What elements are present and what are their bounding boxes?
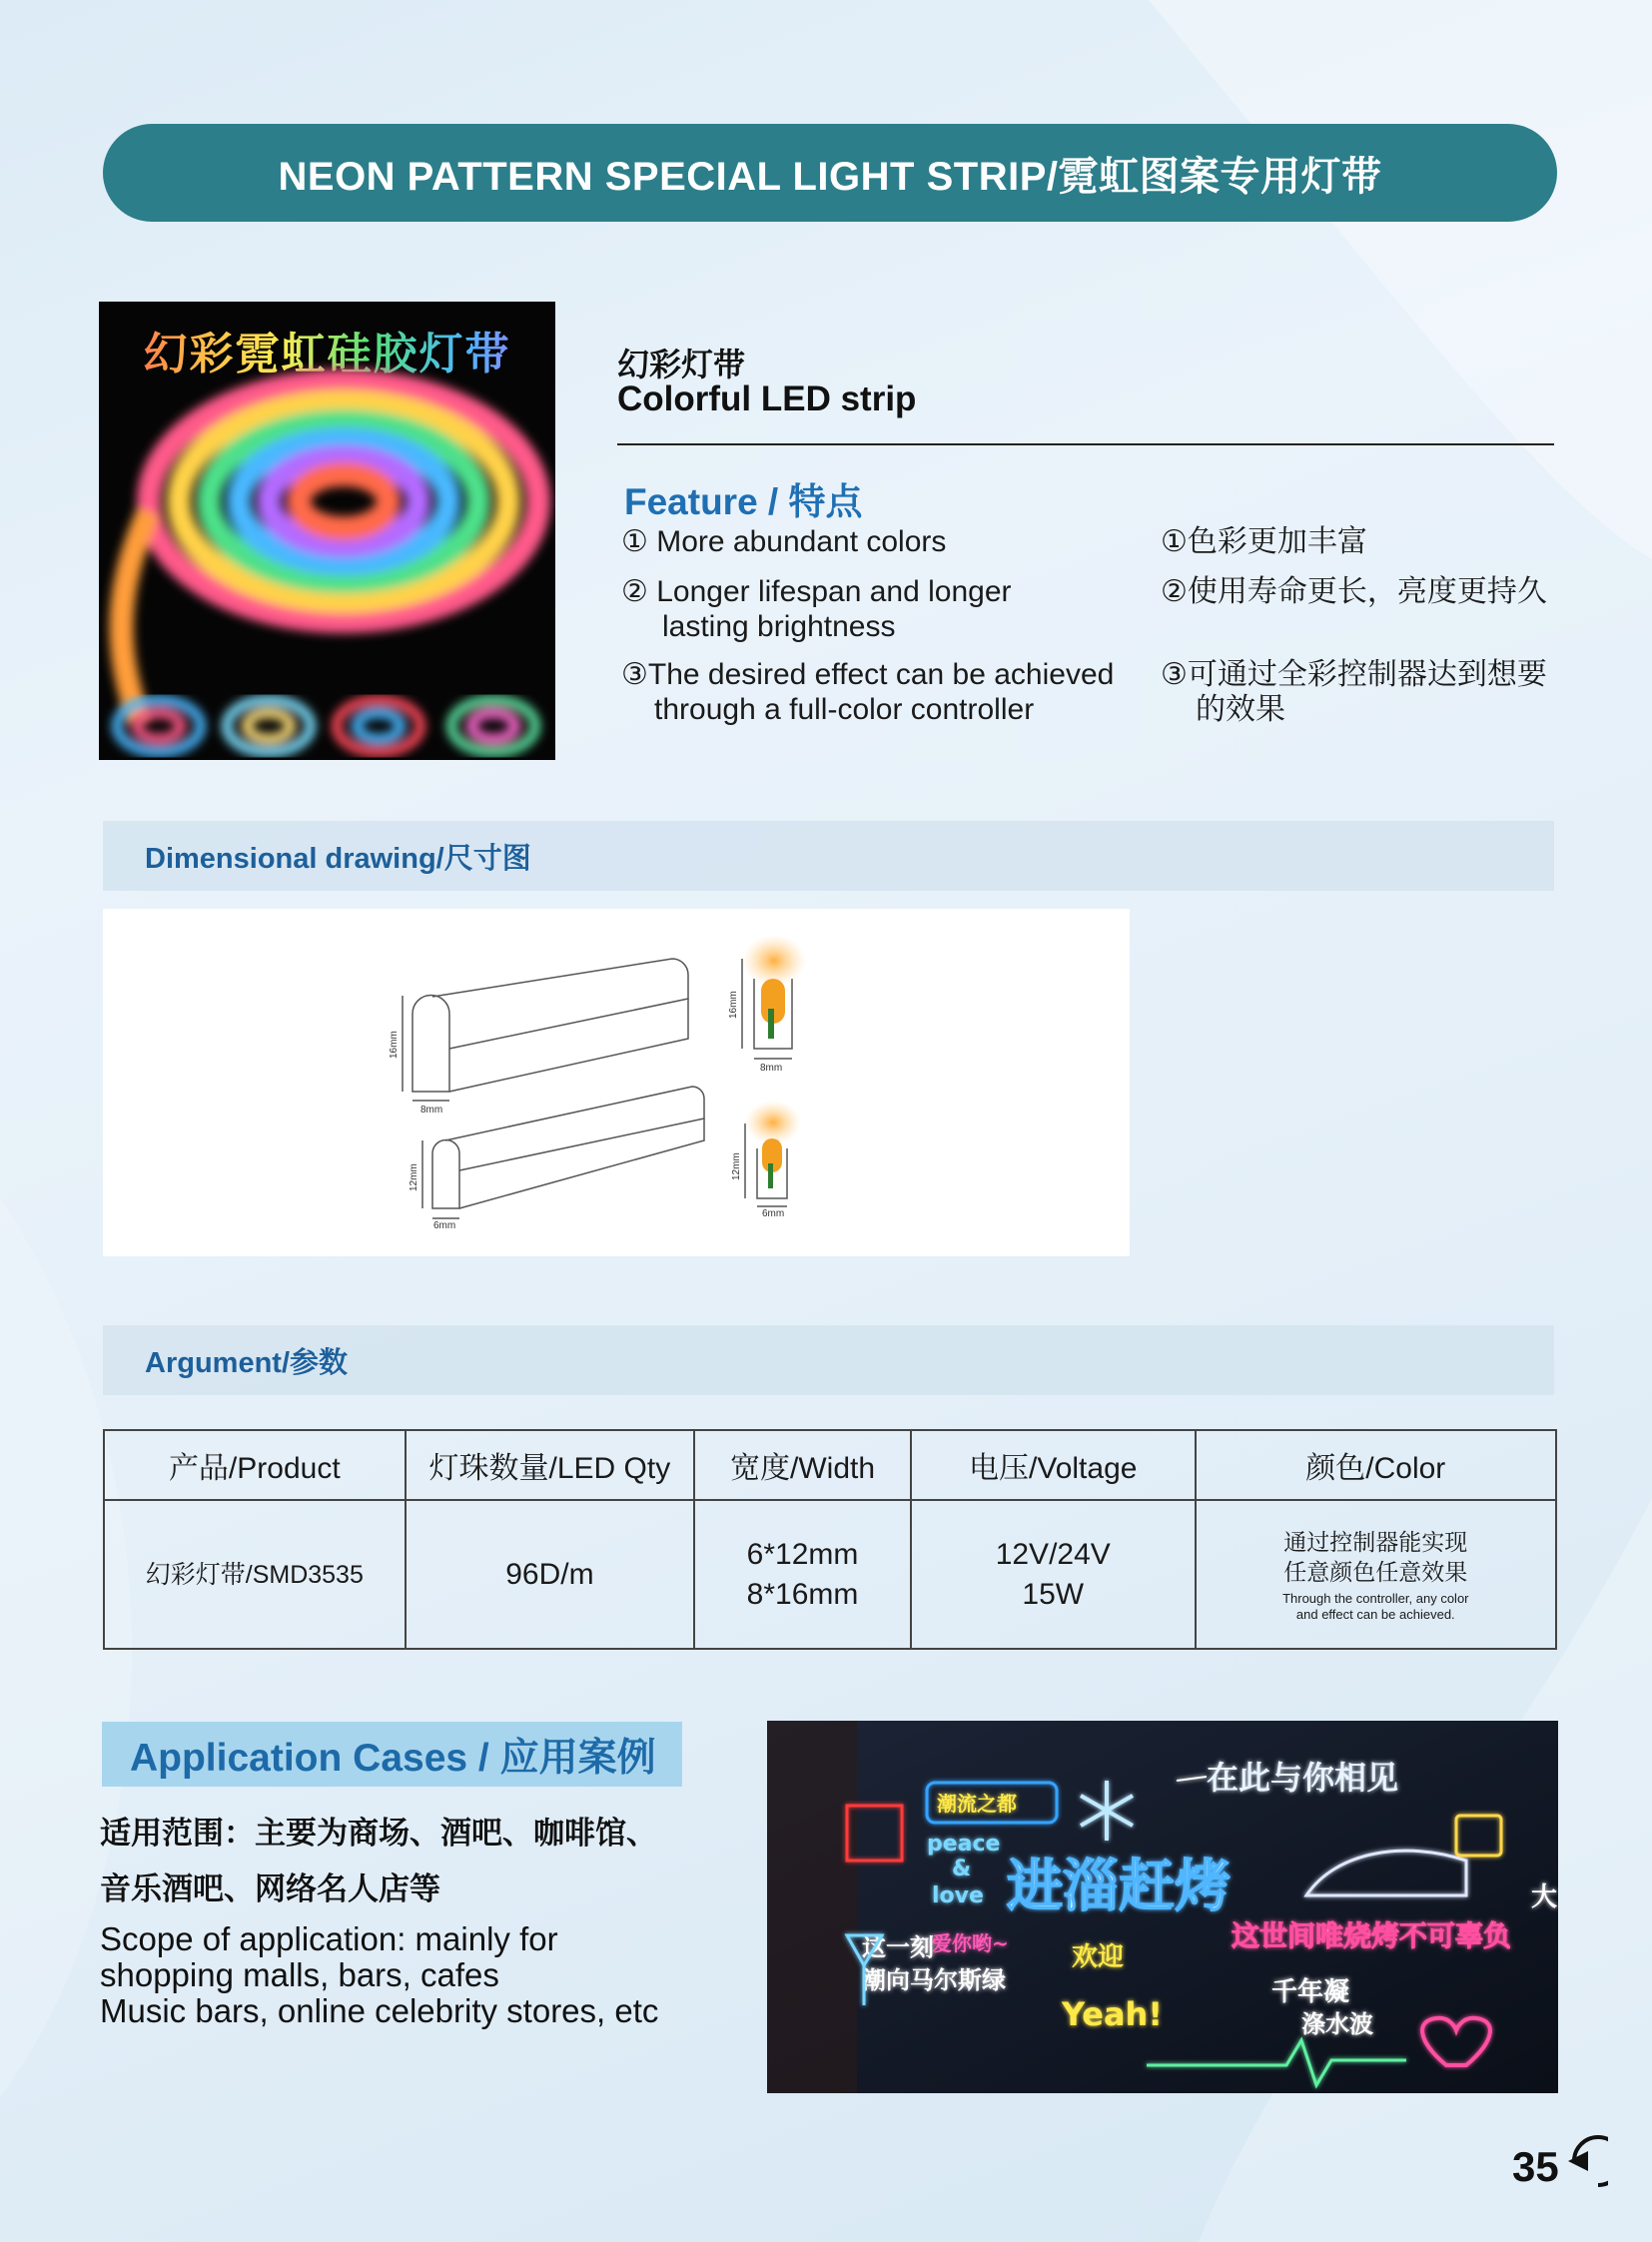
sign-bottom2: 涤水波 bbox=[1301, 2010, 1373, 2038]
application-en-line1: Scope of application: mainly for bbox=[100, 1920, 558, 1957]
application-cn-line2: 音乐酒吧、网络名人店等 bbox=[100, 1871, 440, 1906]
cell-voltage bbox=[911, 1500, 1196, 1649]
color-cn-line2: 任意颜色任意效果 bbox=[1283, 1558, 1468, 1585]
led-strip-coil-image bbox=[99, 302, 555, 760]
header-voltage: 电压/Voltage bbox=[911, 1430, 1196, 1500]
voltage-value: 12V/24V bbox=[995, 1537, 1111, 1571]
sign-main: 进淄赶烤 bbox=[1007, 1855, 1231, 1919]
photo-caption: 幻彩霓虹硅胶灯带 bbox=[99, 318, 555, 381]
application-cn-line1: 适用范围：主要为商场、酒吧、咖啡馆、 bbox=[100, 1816, 657, 1851]
argument-title: Argument/参数 bbox=[145, 1346, 349, 1379]
cell-product: 幻彩灯带/SMD3535 bbox=[104, 1500, 406, 1649]
feature-cn-3 bbox=[1161, 657, 1547, 727]
application-en-line3: Music bars, online celebrity stores, etc bbox=[100, 1992, 659, 2029]
feature-en-1-line: ① More abundant colors bbox=[621, 525, 947, 558]
sign-top: 在此与你相见 bbox=[1207, 1759, 1399, 1797]
width-value-2: 8*16mm bbox=[746, 1577, 859, 1611]
feature-cn-2-line: ②使用寿命更长，亮度更持久 bbox=[1161, 575, 1547, 608]
application-en bbox=[100, 1921, 699, 2029]
application-en-line2: shopping malls, bars, cafes bbox=[100, 1956, 499, 1993]
header-led-qty: 灯珠数量/LED Qty bbox=[406, 1430, 695, 1500]
color-en-line2: and effect can be achieved. bbox=[1295, 1606, 1455, 1622]
cell-width bbox=[694, 1500, 911, 1649]
feature-en-2-line2: lasting brightness bbox=[662, 610, 896, 643]
feature-en-2-line1: ② Longer lifespan and longer bbox=[621, 575, 1012, 608]
cell-color bbox=[1196, 1500, 1556, 1649]
page-title: NEON PATTERN SPECIAL LIGHT STRIP/霓虹图案专用灯带 bbox=[103, 124, 1557, 222]
feature-en-3 bbox=[621, 657, 1114, 727]
sign-bottom: 千年凝 bbox=[1271, 1977, 1350, 2007]
product-photo bbox=[99, 302, 555, 760]
sign-welcome: 欢迎 bbox=[1072, 1942, 1125, 1972]
cell-led-qty: 96D/m bbox=[406, 1500, 695, 1649]
feature-en-3-line1: ③The desired effect can be achieved bbox=[621, 658, 1115, 691]
profile-large-width-label: 8mm bbox=[760, 1063, 783, 1074]
spec-table bbox=[103, 1429, 1557, 1650]
feature-cn-2 bbox=[1161, 574, 1547, 609]
sign-amp: & bbox=[952, 1857, 972, 1881]
feature-en-3-line2: through a full-color controller bbox=[654, 693, 1035, 726]
sign-badge: 潮流之都 bbox=[937, 1792, 1017, 1816]
color-cn-line1: 通过控制器能实现 bbox=[1283, 1528, 1468, 1555]
table-row bbox=[104, 1500, 1556, 1649]
sign-left1: 这一刻 bbox=[862, 1933, 934, 1961]
header-product: 产品/Product bbox=[104, 1430, 406, 1500]
sign-left2: 潮向马尔斯绿 bbox=[862, 1966, 1006, 1994]
table-header-row bbox=[104, 1430, 1556, 1500]
feature-title: Feature / 特点 bbox=[624, 481, 863, 522]
large-width-label: 8mm bbox=[420, 1105, 443, 1116]
feature-cn-1 bbox=[1161, 524, 1367, 559]
power-value: 15W bbox=[1022, 1577, 1085, 1611]
dimensional-drawing-title: Dimensional drawing/尺寸图 bbox=[145, 842, 531, 875]
page-number: 35 bbox=[1512, 2143, 1559, 2190]
feature-en-1 bbox=[621, 524, 946, 559]
dimensional-drawing-header bbox=[103, 821, 1554, 891]
sign-love-you: 爱你哟~ bbox=[932, 1931, 1009, 1955]
profile-small-height-label: 12mm bbox=[731, 1152, 742, 1180]
sign-right: 这世间唯烧烤不可辜负 bbox=[1232, 1919, 1512, 1952]
neon-wall-image bbox=[767, 1721, 1558, 2093]
width-value-1: 6*12mm bbox=[746, 1537, 859, 1571]
application-title: Application Cases / 应用案例 bbox=[102, 1722, 682, 1787]
feature-cn-1-line: ①色彩更加丰富 bbox=[1161, 525, 1367, 558]
feature-cn-3-line1: ③可通过全彩控制器达到想要 bbox=[1161, 658, 1547, 691]
feature-cn-3-line2: 的效果 bbox=[1196, 693, 1285, 726]
feature-en-2 bbox=[621, 574, 1012, 644]
application-photo bbox=[767, 1721, 1558, 2093]
page-arrow-icon bbox=[1568, 2131, 1608, 2191]
argument-header bbox=[103, 1325, 1554, 1395]
sign-yeah: Yeah! bbox=[1062, 1995, 1163, 2033]
large-height-label: 16mm bbox=[389, 1031, 400, 1059]
header-width: 宽度/Width bbox=[694, 1430, 911, 1500]
sign-peace: peace bbox=[927, 1832, 1001, 1857]
profile-large-height-label: 16mm bbox=[728, 991, 739, 1019]
small-height-label: 12mm bbox=[409, 1163, 419, 1191]
sign-love: love bbox=[932, 1883, 984, 1908]
color-en-line1: Through the controller, any color bbox=[1282, 1590, 1469, 1606]
sign-edge: 大 bbox=[1531, 1882, 1558, 1912]
application-cn bbox=[100, 1806, 699, 1917]
product-name-en: Colorful LED strip bbox=[617, 379, 917, 418]
profile-small-width-label: 6mm bbox=[762, 1208, 785, 1219]
small-width-label: 6mm bbox=[433, 1220, 456, 1231]
divider bbox=[617, 443, 1554, 445]
dimensional-drawing bbox=[103, 909, 1130, 1256]
strip-profile-drawing bbox=[103, 909, 1130, 1256]
header-color: 颜色/Color bbox=[1196, 1430, 1556, 1500]
product-name-cn: 幻彩灯带 bbox=[617, 347, 746, 382]
